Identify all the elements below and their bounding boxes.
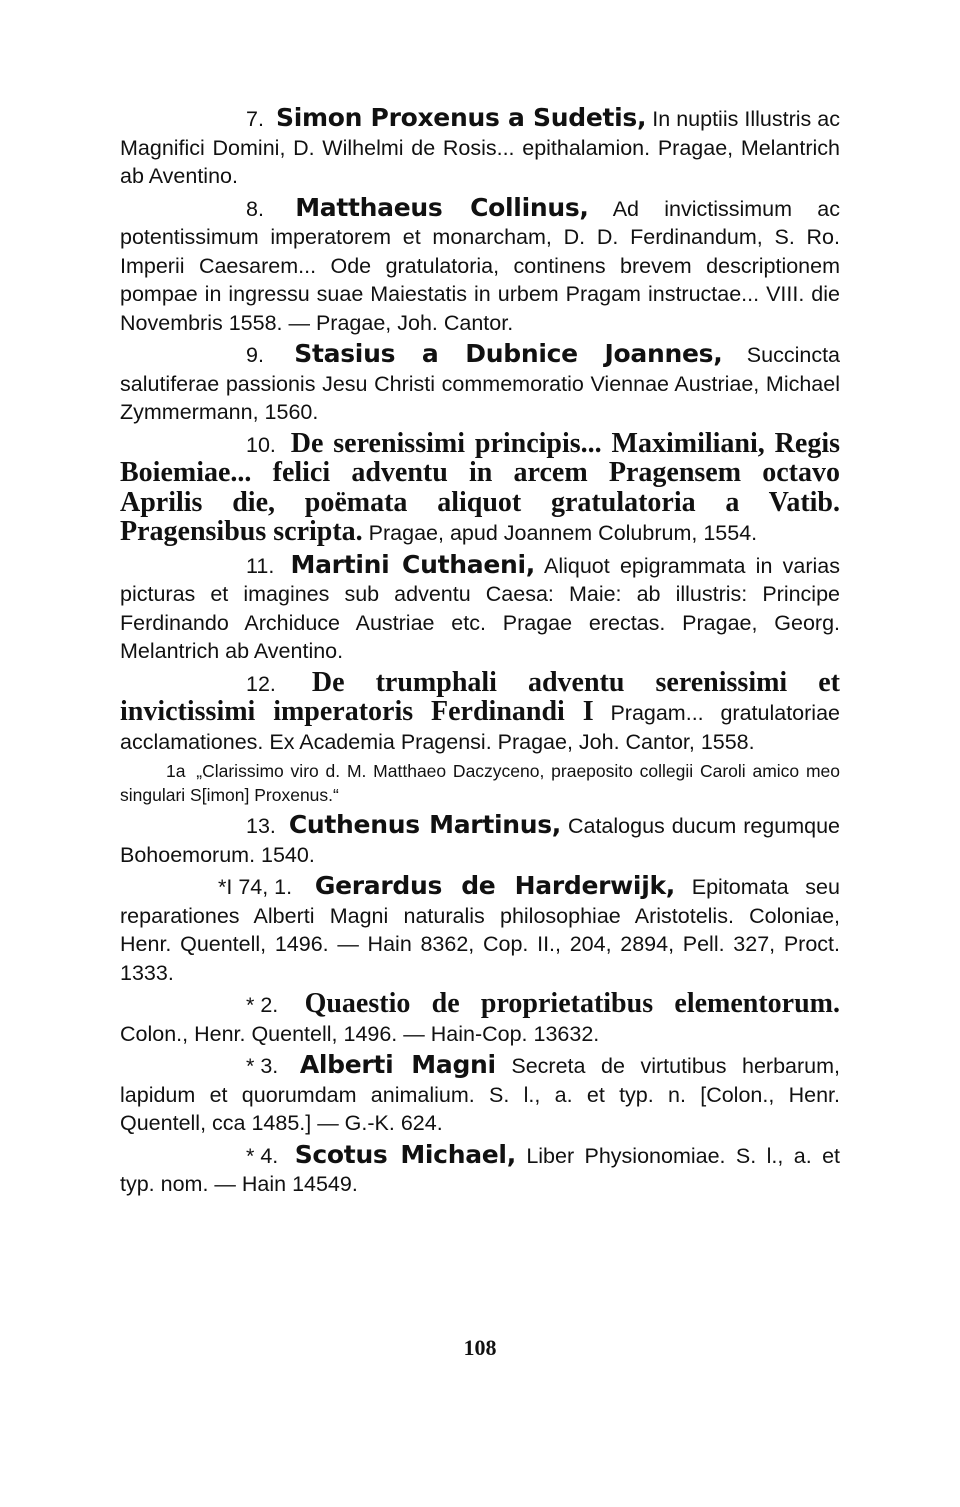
entry-text: Liber Physionomiae. S. l., a. et typ. nom. — Hain 14549. — [120, 1143, 841, 1196]
entry-text: In nuptiis Illustris ac Magnifici Domini, D. Wilhelmi de Rosis... epithalamion. Pragae, Melantrich ab Aventino. — [120, 107, 841, 188]
entry-heading: Martini Cuthaeni, — [290, 549, 535, 579]
entry-text: Aliquot epigrammata in varias picturas et imagines sub adventu Caesa: Maie: ab illustris: Principe Ferdinando Archiduce Austriae etc. Pragae erectas. Pragae, Georg. Melantrich ab Aventino. — [120, 553, 840, 663]
entry-13 — [120, 811, 840, 869]
page-number: 108 — [463, 1335, 497, 1360]
catalogue-text — [120, 104, 840, 1202]
entry-heading: Gerardus de Harderwijk, — [314, 871, 675, 900]
entry-number: 11. — [246, 553, 275, 578]
entry-text: Epitomata seu reparationes Alberti Magni naturalis philosophiae Aristotelis. Coloniae, Henr. Quentell, 1496. — Hain 8362, Cop. II., 204, 2894, Pell. 327, Proct. 1333. — [120, 875, 840, 985]
entry-star-2 — [120, 990, 840, 1048]
entry-heading: Quaestio de proprietatibus elementorum. — [304, 988, 840, 1019]
entry-heading: Matthaeus Collinus, — [295, 192, 589, 222]
entry-text: Secreta de virtutibus herbarum, lapidum et quorumdam animalium. S. l., a. et typ. n. [Colon., Henr. Quentell, cca 1485.] — G.-K. 624. — [120, 1054, 841, 1135]
entry-12 — [120, 666, 840, 757]
entry-star-4 — [120, 1141, 840, 1199]
entry-heading: De trumphali adventu serenissimi et invictissimi imperatoris Ferdinandi I — [120, 666, 840, 727]
entry-number: 8. — [246, 196, 264, 221]
entry-9 — [120, 340, 840, 427]
entry-star-3 — [120, 1051, 840, 1138]
entry-text: Catalogus ducum regumque Bohoemorum. 1540. — [120, 814, 841, 867]
entry-heading: Scotus Michael, — [294, 1139, 516, 1169]
footnote-mark: 1a — [166, 761, 186, 781]
entry-7 — [120, 104, 840, 191]
entry-10 — [120, 427, 840, 548]
entry-number: 13. — [246, 814, 276, 838]
entry-11 — [120, 551, 840, 666]
entry-heading: Alberti Magni — [299, 1050, 496, 1079]
entry-text: Succincta salutiferae passionis Jesu Christi commemoratio Viennae Austriae, Michael Zymmermann, 1560. — [120, 343, 840, 424]
entry-8 — [120, 194, 840, 338]
footnote — [120, 759, 840, 807]
entry-number: 10. — [246, 432, 276, 457]
entry-text: Pragae, apud Joannem Colubrum, 1554. — [368, 521, 758, 545]
entry-number: 7. — [246, 107, 264, 131]
entry-I74-1 — [120, 872, 840, 987]
entry-text: Pragam... gratulatoriae acclamationes. Ex Academia Pragensi. Pragae, Joh. Cantor, 1558. — [120, 701, 840, 754]
entry-heading: Stasius a Dubnice Joannes, — [294, 339, 723, 368]
footnote-text: „Clarissimo viro d. M. Matthaeo Daczyceno, praeposito collegii Caroli amico meo singulari S[imon] Proxenus.“ — [120, 761, 840, 805]
entry-number: * 4. — [246, 1143, 279, 1168]
entry-heading: De serenissimi principis... Maximiliani, Regis Boiemiae... felici adventu in arcem Pragensem octavo Aprilis die, poëmata aliquot gratulatoria a Vatib. Pragensibus scripta. — [120, 427, 840, 547]
entry-number: 9. — [246, 343, 264, 367]
entry-number: *I 74, 1. — [218, 875, 293, 899]
entry-heading: Cuthenus Martinus, — [288, 810, 562, 839]
entry-text: Ad invictissimum ac potentissimum imperatorem et monarcham, D. D. Ferdinandum, S. Ro. Imperii Caesarem... Ode gratulatoria, continens brevem descriptionem pompae in ingressu suae Maiestatis in urbem Pragam instructae... VIII. die Novembris 1558. — Pragae, Joh. Cantor. — [120, 196, 840, 335]
entry-number: * 2. — [246, 993, 279, 1017]
entry-number: * 3. — [246, 1054, 279, 1078]
entry-heading: Simon Proxenus a Sudetis, — [275, 103, 647, 132]
entry-number: 12. — [246, 671, 276, 696]
entry-text: Colon., Henr. Quentell, 1496. — Hain-Cop. 13632. — [120, 1021, 600, 1046]
